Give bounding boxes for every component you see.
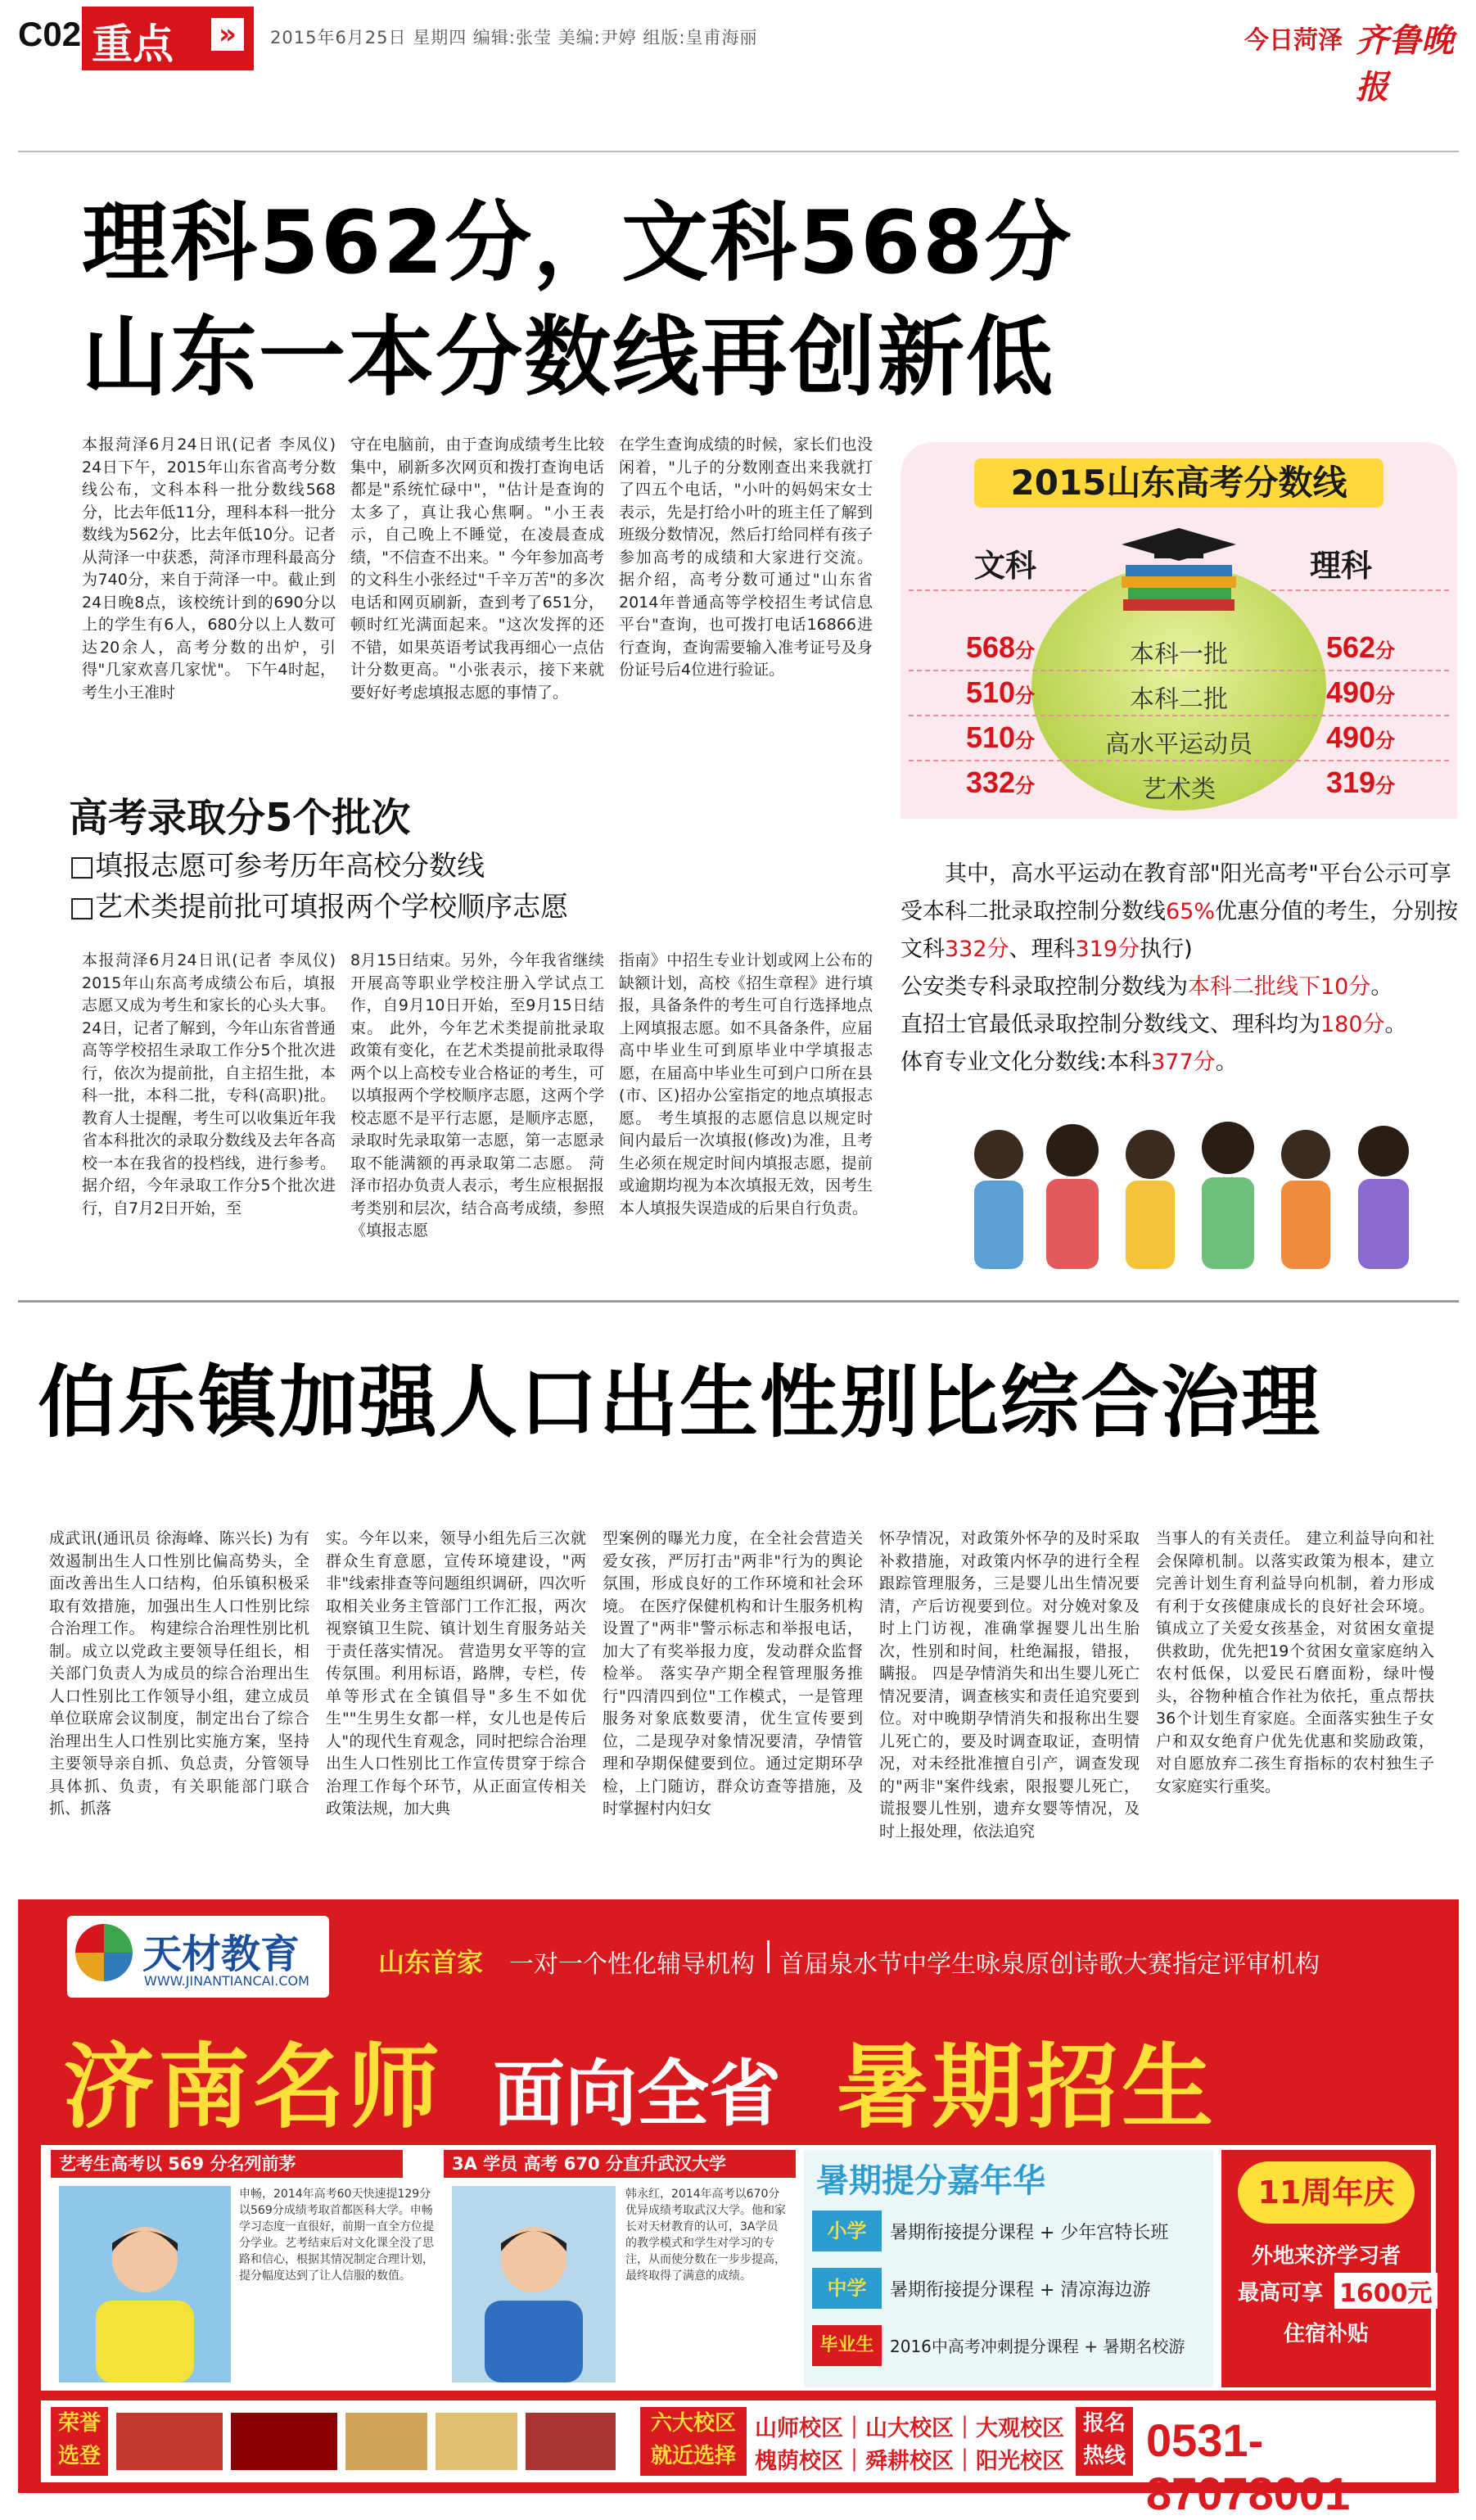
divider [18, 1300, 1459, 1303]
carnival-title: 暑期提分嘉年华 [816, 2162, 1045, 2200]
divider [18, 151, 1459, 152]
article-column: 本报菏泽6月24日讯(记者 李凤仪) 24日下午，2015年山东省高考分数线公布，文科本科一批分数线568分，比去年低11分，理科本科一批分数线为562分，比去年低10分。记者从菏泽一中获悉，菏泽市理科最高分为740分，来自于菏泽一中。截止到24日晚8点，该校统计到的690分以上的学生有6人，680分以上人数可达20余人，高考分数的出炉，引得"几家欢喜几家忧"。 下午4时起，考生小王准时 [82, 436, 336, 702]
students-illustration [950, 1105, 1441, 1269]
ad-slogan: 暑期招生 [837, 2035, 1216, 2141]
level-tag: 毕业生 [812, 2325, 882, 2366]
headline-line-2: 山东一本分数线再创新低 [82, 307, 1054, 408]
program-text: 暑期衔接提分课程 + 清凉海边游 [890, 2280, 1151, 2301]
divider [909, 760, 1449, 761]
issue-meta: 2015年6月25日 星期四 编辑:张莹 美编:尹婷 组版:皇甫海丽 [270, 28, 758, 47]
article-column: 型案例的曝光力度，在全社会营造关爱女孩，严厉打击"两非"行为的舆论氛围，形成良好的工作环境和社会环境。 在医疗保健机构和计生服务机构设置了"两非"警示标志和举报电话，加大了有奖举报力度，发动群众监督检举。 落实孕产期全程管理服务推行"四清四到位"工作模式，一是管理服务对象底数要清，优生宣传要到位，二是现孕对象情况要清，孕情管理和孕期保健要到位。通过定期环孕检，上门随访，群众访查等措施，及时掌握村内妇女 [603, 1529, 863, 1818]
divider [909, 670, 1449, 671]
ad-tagline: 首届泉水节中学生咏泉原创诗歌大赛指定评审机构 [779, 1950, 1320, 1979]
arts-score: 568分 [966, 630, 1036, 664]
level-tag: 小学 [812, 2211, 882, 2251]
section-name: 重点 [92, 20, 174, 68]
science-score: 490分 [1326, 720, 1396, 754]
honor-label: 荣誉 选登 [51, 2407, 108, 2476]
case-title: 艺考生高考以 569 分名列前茅 [51, 2150, 403, 2178]
arts-score: 332分 [966, 765, 1036, 799]
brand-logo [67, 1916, 329, 1998]
anniversary-text: 外地来济学习者 [1251, 2244, 1401, 2269]
level-tag: 中学 [812, 2268, 882, 2309]
subheadline: 高考录取分5个批次 [69, 795, 411, 841]
hotline-number: 0531-87078001 [1146, 2414, 1351, 2519]
ad-tagline: 一对一个性化辅导机构 [509, 1950, 755, 1979]
article-column: 本报菏泽6月24日讯(记者 李凤仪) 2015年山东高考成绩公布后，填报志愿又成为考生和家长的心头大事。24日，记者了解到，今年山东省普通高等学校招生录取工作分5个批次进行，依次为提前批，自主招生批，本科一批，本科二批，专科(高职)批。 教育人士提醒，考生可以收集近年我省本科批次的录取分数线及去年各高校一本在我省的投档线，进行参考。 据介绍，今年录取工作分5个批次进行，自7月2日开始，至 [82, 951, 336, 1217]
article-column: 指南》中招生专业计划或网上公布的缺额计划，高校《招生章程》进行填报，具备条件的考生可自行选择地点上网填报志愿。如不具备条件，应届高中毕业生可到原毕业中学填报志愿，在届高中毕业生可到户口所在县(市、区)招办公室指定的地点填报志愿。 考生填报的志愿信息以规定时间内最后一次填报(修改)为准，且考生必须在规定时间内填报志愿，提前或逾期均视为本次填报无效，因考生本人填报失误造成的后果自行负责。 [619, 951, 873, 1217]
program-text: 2016中高考冲刺提分课程 + 暑期名校游 [890, 2337, 1185, 2356]
campus-list: 山师校区｜山大校区｜大观校区 [755, 2416, 1064, 2441]
article-column: 怀孕情况，对政策外怀孕的及时采取补救措施，对政策内怀孕的进行全程跟踪管理服务，三是婴儿出生情况要清，产后访视要到位。对分娩对象及时上门访视，准确掌握婴儿出生胎次，性别和时间，杜绝漏报，错报，瞒报。 四是孕情消失和出生婴儿死亡情况要清，调查核实和责任追究要到位。对中晚期孕情消失和报称出生婴儿死亡的，要及时调查取证，查明情况，对未经批准擅自引产，调查发现的"两非"案件线索，限报婴儿死亡，谎报婴儿性别，遗弃女婴等情况，及时上报处理，依法追究 [879, 1529, 1140, 1840]
case-description: 申畅，2014年高考60天快速提129分以569分成绩考取首都医科大学。申畅学习态度一直很好，前期一直全方位提分学业。艺考结束后对文化课全没了思路和信心，根据其情况制定合理计划，提分幅度达到了让人信服的数值。 [239, 2188, 434, 2283]
arts-label: 文科 [974, 548, 1037, 584]
case-description: 韩永红，2014年高考以670分优异成绩考取武汉大学。他和家长对天材教育的认可，3A学员的教学模式和学生对学习的专注，从而使分数在一步步提高，最终取得了满意的成绩。 [625, 2188, 786, 2283]
article-column: 成武讯(通讯员 徐海峰、陈兴长) 为有效遏制出生人口性别比偏高势头，全面改善出生人口结构，伯乐镇积极采取有效措施，加强出生人口性别比综合治理工作。 构建综合治理性别比机制。成立以党政主要领导任组长，相关部门负责人为成员的综合治理出生人口性别比工作领导小组，建立成员单位联席会议制度，制定出台了综合治理出生人口性别比实施方案，坚持主要领导亲自抓、负总责，分管领导具体抓、负责，有关职能部门联合抓、抓落 [49, 1529, 309, 1818]
science-score: 562分 [1326, 630, 1396, 664]
note-paragraph: 直招士官最低录取控制分数线文、理科均为180分。 [900, 1012, 1407, 1037]
page-header [0, 0, 1476, 106]
article-column: 在学生查询成绩的时候，家长们也没闲着，"儿子的分数刚查出来我就打了四五个电话，"小叶的妈妈宋女士表示，先是打给小叶的班主任了解到班级分数情况，然后打给同样有孩子参加高考的成绩和大家进行交流。 据介绍，高考分数可通过"山东省2014年普通高等学校招生考试信息平台"查询，也可拨打电话16866进行查询，查询需要输入准考证号及身份证号后4位进行验证。 [619, 436, 873, 679]
science-score: 319分 [1326, 765, 1396, 799]
article-column: 守在电脑前，由于查询成绩考生比较集中，刷新多次网页和拨打查询电话都是"系统忙碌中"，"估计是查询的太多了，真让我心焦啊。"小王表示，自己晚上不睡觉，在凌晨查成绩，"不信查不出来。" 今年参加高考的文科生小张经过"千辛万苦"的多次电话和网页刷新，查到考了651分，顿时红光满面起来。"这次发挥的还不错，如果英语考试我再细心一点估计分数更高。"小张表示，接下来就要好好考虑填报志愿的事情了。 [350, 436, 604, 702]
score-infographic [900, 442, 1457, 1277]
arts-score: 510分 [966, 675, 1036, 709]
anniversary-badge: 11周年庆 [1238, 2161, 1415, 2224]
deck-line: □填报志愿可参考历年高校分数线 [69, 850, 485, 883]
anniversary-text: 最高可享 [1238, 2281, 1324, 2305]
headline-line-1: 理科562分，文科568分 [82, 192, 1073, 293]
campus-list: 槐荫校区｜舜耕校区｜阳光校区 [755, 2449, 1064, 2474]
anniversary-text: 住宿补贴 [1283, 2322, 1369, 2346]
ad-slogan: 面向全省 [493, 2052, 782, 2136]
edition-label: 今日菏泽 [1244, 26, 1343, 55]
masthead-logo: 齐鲁晚报 [1356, 21, 1454, 106]
headline: 伯乐镇加强人口出生性别比综合治理 [38, 1357, 1321, 1448]
article-column: 当事人的有关责任。 建立利益导向和社会保障机制。以落实政策为根本，建立完善计划生育利益导向机制，着力形成有利于女孩健康成长的良好社会环境。镇成立了关爱女孩基金，对贫困女童提供救助，优先把19个贫困女童家庭纳入农村低保，以爱民石磨面粉，绿叶慢头，谷物种植合作社为依托，重点帮扶36个计划生育家庭。全面落实独生子女户和双女绝育户优先优惠和奖励政策，对自愿放弃二孩生育指标的农村独生子女家庭实行重奖。 [1156, 1529, 1434, 1795]
brand-url: WWW.JINANTIANCAI.COM [144, 1973, 309, 1989]
ad-slogan: 济南名师 [63, 2035, 443, 2141]
advertisement [18, 1899, 1459, 2519]
page-number: C02 [18, 15, 82, 53]
article-column: 8月15日结束。另外，今年我省继续开展高等职业学校注册入学试点工作，自9月10日开始，至9月15日结束。 此外，今年艺术类提前批录取政策有变化，在艺术类提前批录取得两个以上高校专业合格证的考生，可以填报两个学校顺序志愿，这两个学校志愿不是平行志愿，是顺序志愿，录取时先录取第一志愿，第一志愿录取不能满额的再录取第二志愿。 菏泽市招办负责人表示，考生应根据报考类别和层次，结合高考成绩，参照《填报志愿 [350, 951, 604, 1240]
brand-name: 天材教育 [142, 1931, 300, 1977]
batch-name: 艺术类 [1142, 775, 1216, 804]
divider [767, 1940, 770, 1973]
science-label: 理科 [1310, 548, 1373, 584]
article-column: 实。今年以来，领导小组先后三次就群众生育意愿，宣传环境建设，"两非"线索排查等问题组织调研，四次听取相关业务主管部门工作汇报，两次视察镇卫生院、镇计划生育服务站关于责任落实情况。 营造男女平等的宣传氛围。利用标语，路牌，专栏，传单等形式在全镇倡导"多生不如优生""生男生女都一样，女儿也是传后人"的现代生育观念，同时把综合治理出生人口性别比工作宣传贯穿于综合治理工作每个环节，从正面宣传相关政策法规，加大典 [326, 1529, 586, 1818]
note-paragraph: 体育专业文化分数线:本科377分。 [900, 1050, 1238, 1075]
program-text: 暑期衔接提分课程 + 少年宫特长班 [890, 2223, 1169, 2243]
batch-name: 本科二批 [1130, 685, 1228, 714]
deck-line: □艺术类提前批可填报两个学校顺序志愿 [69, 891, 569, 924]
anniversary-amount: 1600元 [1334, 2273, 1438, 2309]
batch-name: 高水平运动员 [1105, 730, 1253, 759]
student-photo [452, 2186, 616, 2382]
case-title: 3A 学员 高考 670 分直升武汉大学 [444, 2150, 796, 2178]
hotline-label: 报名 热线 [1076, 2407, 1133, 2476]
science-score: 490分 [1326, 675, 1396, 709]
honor-certificates [116, 2409, 624, 2474]
ad-tagline: 山东首家 [378, 1947, 484, 1978]
logo-icon [75, 1924, 133, 1981]
note-paragraph: 公安类专科录取控制分数线为本科二批线下10分。 [900, 974, 1393, 1000]
divider [909, 715, 1449, 716]
student-photo [59, 2186, 231, 2382]
arts-score: 510分 [966, 720, 1036, 754]
infographic-notes [900, 856, 1465, 1082]
batch-name: 本科一批 [1130, 640, 1228, 669]
campus-label: 六大校区 就近选择 [640, 2407, 747, 2476]
books-graduation-cap-icon [1097, 524, 1261, 614]
note-paragraph: 其中，高水平运动在教育部"阳光高考"平台公示可享受本科二批录取控制分数线65%优惠分值的考生，分别按文科332分、理科319分执行) [900, 861, 1459, 962]
chevron-right-icon: » [211, 18, 244, 51]
infographic-title: 2015山东高考分数线 [974, 458, 1383, 508]
